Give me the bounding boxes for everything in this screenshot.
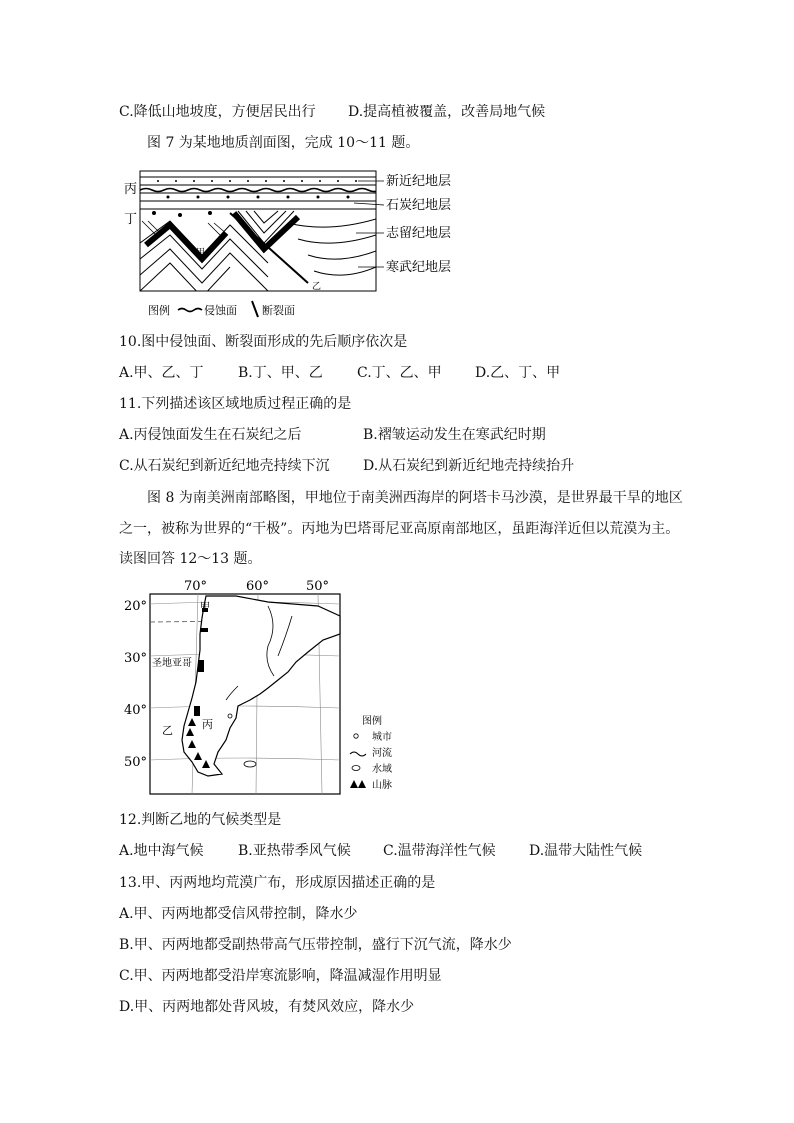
question-13: 13.甲、丙两地均荒漠广布，形成原因描述正确的是: [119, 875, 436, 891]
erosion-surface-icon: [178, 309, 202, 312]
layer-carboniferous: 石炭纪地层: [386, 198, 452, 213]
q11-option-b: B.褶皱运动发生在寒武纪时期: [363, 427, 546, 443]
layer-neogene: 新近纪地层: [386, 174, 452, 189]
legend-mountain: 山脉: [372, 780, 392, 791]
lat-30: 30°: [124, 651, 148, 666]
question-12: 12.判断乙地的气候类型是: [119, 812, 282, 828]
place-bing: 丙: [202, 718, 213, 731]
figure8-intro-3: 读图回答 12～13 题。: [119, 551, 262, 567]
city-icon: [354, 734, 358, 738]
fault-surface-icon: [252, 301, 258, 317]
figure7-geologic-section: [118, 163, 458, 323]
water-icon: [352, 766, 360, 771]
falkland-islands: [244, 761, 256, 767]
legend-city: 城市: [372, 732, 392, 743]
layer-silurian: 志留纪地层: [386, 226, 452, 241]
q13-option-b: B.甲、丙两地都受副热带高气压带控制，盛行下沉气流，降水少: [119, 937, 512, 953]
legend-river: 河流: [372, 748, 392, 759]
river-icon: [350, 752, 366, 756]
lat-20: 20°: [124, 599, 148, 614]
label-yi: 乙: [312, 282, 322, 292]
question-10: 10.图中侵蚀面、断裂面形成的先后顺序依次是: [119, 334, 408, 350]
label-jia: 甲: [196, 248, 206, 258]
q13-option-a: A.甲、丙两地都受信风带控制，降水少: [119, 906, 358, 922]
q10-option-d: D.乙、丁、甲: [475, 365, 561, 381]
place-yi: 乙: [162, 724, 173, 737]
city-marker: [228, 714, 232, 718]
q9-option-c: C.降低山地坡度，方便居民出行: [119, 104, 316, 120]
figure8-map: [118, 576, 408, 798]
section-body: [140, 171, 380, 297]
legend-water: 水域: [372, 764, 392, 775]
lon-60: 60°: [246, 579, 270, 594]
lat-40: 40°: [124, 703, 148, 718]
place-jia: 甲: [200, 602, 210, 613]
figure7-intro: 图 7 为某地地质剖面图，完成 10～11 题。: [147, 135, 420, 151]
map-legend-title: 图例: [362, 716, 382, 727]
legend-title: 图例: [148, 304, 170, 317]
figure8-intro-2: 之一，被称为世界的“干极”。丙地为巴塔哥尼亚高原南部地区，虽距海洋近但以荒漠为主。: [119, 521, 680, 537]
question-11: 11.下列描述该区域地质过程正确的是: [119, 396, 352, 412]
place-santiago: 圣地亚哥: [152, 658, 192, 669]
lat-50: 50°: [124, 755, 148, 770]
figure8-intro-1: 图 8 为南美洲南部略图，甲地位于南美洲西海岸的阿塔卡马沙漠，是世界最干旱的地区: [147, 490, 683, 506]
q10-option-a: A.甲、乙、丁: [119, 365, 204, 381]
q10-option-c: C.丁、乙、甲: [357, 365, 442, 381]
q11-option-c: C.从石炭纪到新近纪地壳持续下沉: [119, 458, 330, 474]
q12-option-d: D.温带大陆性气候: [529, 843, 643, 859]
q12-option-b: B.亚热带季风气候: [238, 843, 351, 859]
q11-option-d: D.从石炭纪到新近纪地壳持续抬升: [363, 458, 575, 474]
lon-70: 70°: [184, 579, 208, 594]
label-ding: 丁: [124, 212, 138, 227]
q9-option-d: D.提高植被覆盖，改善局地气候: [348, 104, 546, 120]
mountain-icon: [350, 780, 366, 788]
label-bing: 丙: [124, 182, 138, 197]
layer-cambrian: 寒武纪地层: [386, 260, 452, 275]
lon-50: 50°: [306, 579, 330, 594]
q13-option-d: D.甲、丙两地都处背风坡，有焚风效应，降水少: [119, 999, 415, 1015]
legend-erosion-label: 侵蚀面: [204, 304, 237, 317]
legend-fault-label: 断裂面: [262, 304, 295, 317]
q11-option-a: A.丙侵蚀面发生在石炭纪之后: [119, 427, 302, 443]
q12-option-a: A.地中海气候: [119, 843, 204, 859]
q10-option-b: B.丁、甲、乙: [238, 365, 323, 381]
q12-option-c: C.温带海洋性气候: [383, 843, 496, 859]
q13-option-c: C.甲、丙两地都受沿岸寒流影响，降温减湿作用明显: [119, 968, 442, 984]
